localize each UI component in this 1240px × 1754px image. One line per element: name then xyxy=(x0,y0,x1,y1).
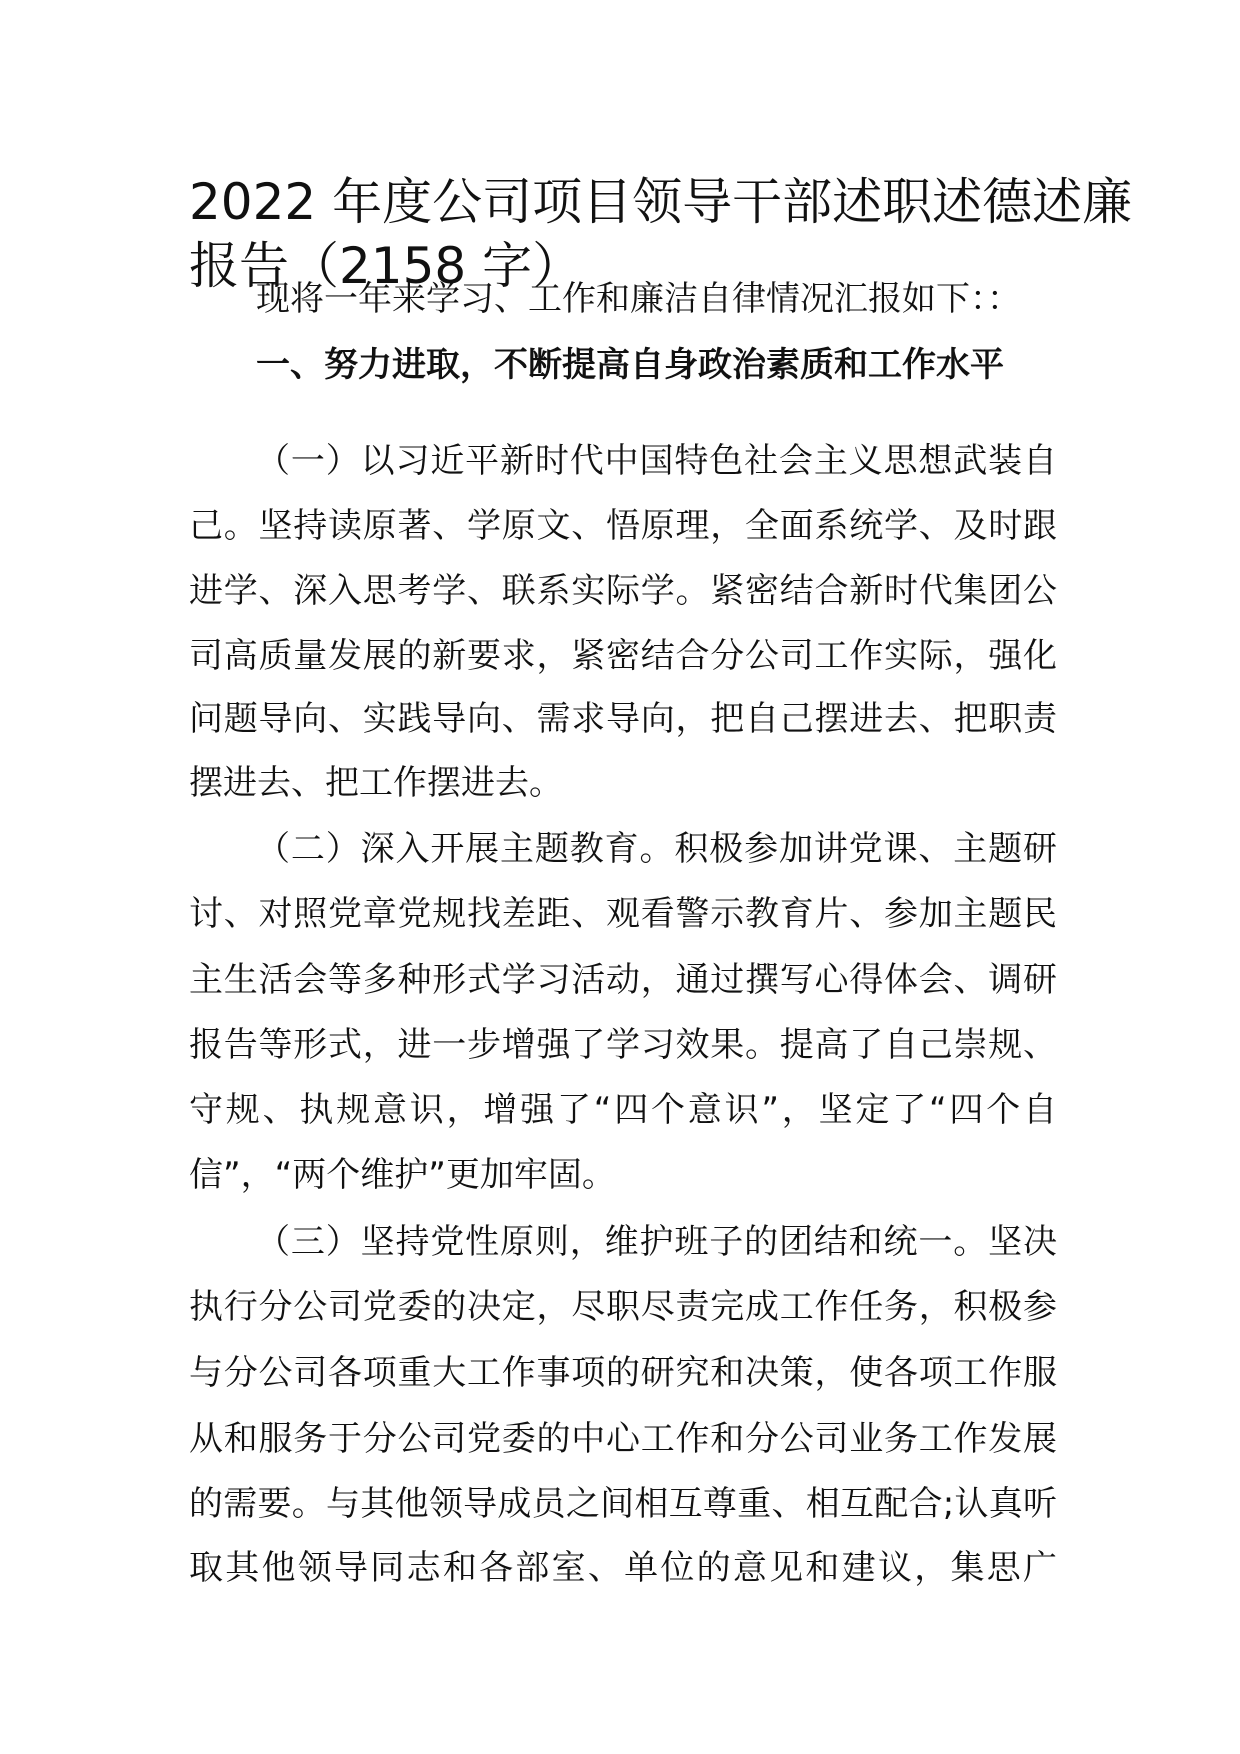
intro-text: 现将一年来学习、工作和廉洁自律情况汇报如下：： xyxy=(256,279,1021,319)
paragraph-line: 信”，“两个维护”更加牢固。 xyxy=(189,1155,616,1195)
paragraph-line: 从和服务于分公司党委的中心工作和分公司业务工作发展 xyxy=(189,1419,1057,1459)
paragraph-line: （一）以习近平新时代中国特色社会主义思想武装自 xyxy=(256,441,1057,481)
paragraph-line: 己。坚持读原著、学原文、悟原理，全面系统学、及时跟 xyxy=(189,506,1057,546)
paragraph-line: 进学、深入思考学、联系实际学。紧密结合新时代集团公 xyxy=(189,571,1057,611)
paragraph-line: 报告等形式，进一步增强了学习效果。提高了自己崇规、 xyxy=(189,1025,1057,1065)
paragraph-line: （三）坚持党性原则，维护班子的团结和统一。坚决 xyxy=(256,1222,1057,1262)
document-title-line-1: 2022 年度公司项目领导干部述职述德述廉 xyxy=(189,173,1133,231)
paragraph-line: 与分公司各项重大工作事项的研究和决策，使各项工作服 xyxy=(189,1353,1057,1393)
section-heading-1: 一、努力进取，不断提高自身政治素质和工作水平 xyxy=(256,345,1004,385)
paragraph-line: 讨、对照党章党规找差距、观看警示教育片、参加主题民 xyxy=(189,894,1057,934)
paragraph-line: 问题导向、实践导向、需求导向，把自己摆进去、把职责 xyxy=(189,699,1057,739)
paragraph-line: 取其他领导同志和各部室、单位的意见和建议，集思广 xyxy=(189,1548,1057,1588)
paragraph-line: 守规、执规意识，增强了“四个意识”，坚定了“四个自 xyxy=(189,1090,1057,1130)
paragraph-line: 司高质量发展的新要求，紧密结合分公司工作实际，强化 xyxy=(189,636,1057,676)
paragraph-line: 执行分公司党委的决定，尽职尽责完成工作任务，积极参 xyxy=(189,1287,1057,1327)
paragraph-line: 的需要。与其他领导成员之间相互尊重、相互配合;认真听 xyxy=(189,1484,1058,1524)
paragraph-line: （二）深入开展主题教育。积极参加讲党课、主题研 xyxy=(256,829,1057,869)
paragraph-line: 主生活会等多种形式学习活动，通过撰写心得体会、调研 xyxy=(189,960,1057,1000)
paragraph-line: 摆进去、把工作摆进去。 xyxy=(189,763,563,803)
document-title-line-2: 报告（2158 字） xyxy=(189,237,583,295)
